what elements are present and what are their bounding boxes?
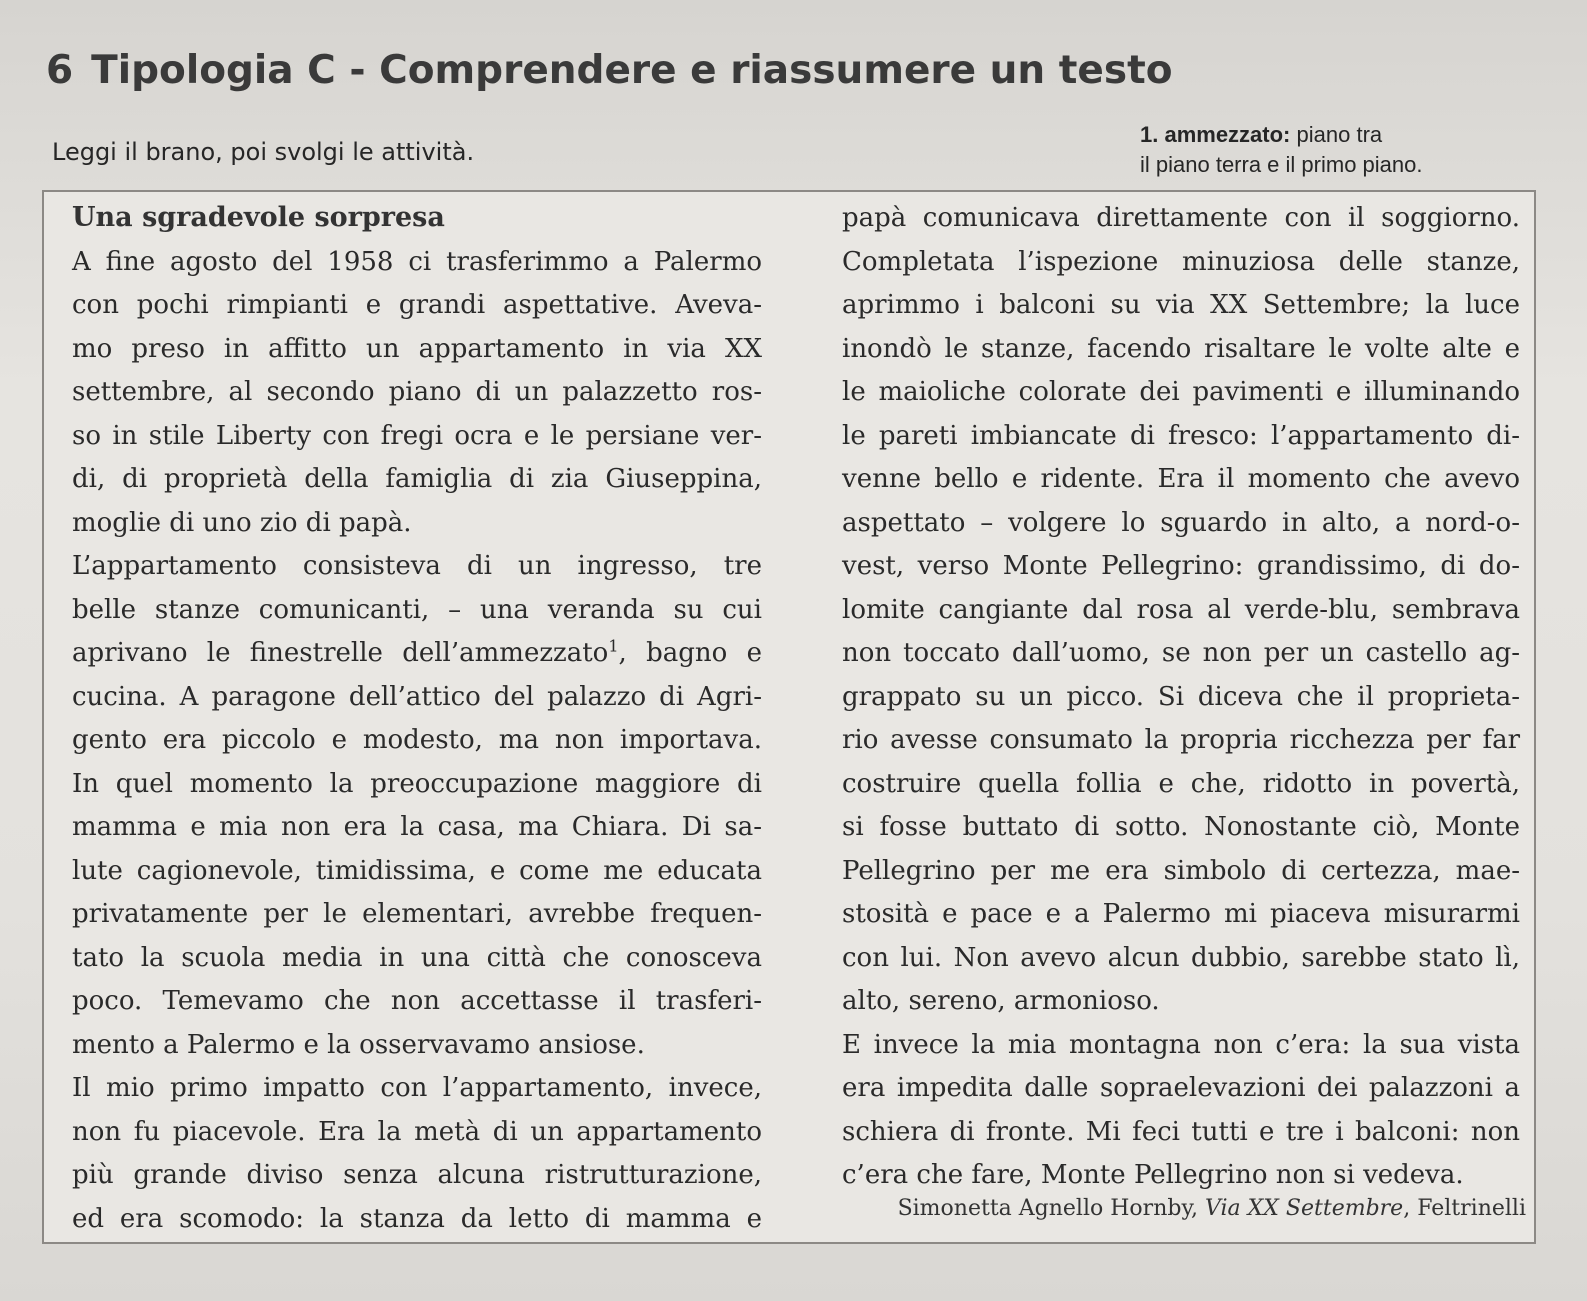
passage-line: era impedita dalle sopraelevazioni dei palazzoni a — [842, 1073, 1520, 1103]
passage-line: cucina. A paragone dell’attico del palazzo di Agri- — [72, 681, 762, 712]
passage-line: Completata l’ispezione minuziosa delle stanze, — [842, 246, 1520, 277]
passage-line: non toccato dall’uomo, se non per un castello ag- — [842, 638, 1520, 668]
passage-line: aspettato – volgere lo sguardo in alto, a nord-o- — [842, 507, 1520, 538]
exercise-number: 6 — [46, 48, 74, 93]
passage-line: A fine agosto del 1958 ci trasferimmo a Palermo — [72, 246, 762, 277]
passage-line: mamma e mia non era la casa, ma Chiara. Di sa- — [72, 812, 762, 842]
footnote-line-2: il piano terra e il primo piano. — [1140, 152, 1423, 177]
passage-line-text: , bagno e — [618, 638, 762, 668]
story-title: Una sgradevole sorpresa — [72, 202, 445, 233]
passage-line: papà comunicava direttamente con il soggiorno. — [842, 203, 1520, 233]
instruction-text: Leggi il brano, poi svolgi le attività. — [52, 138, 475, 166]
passage-line: tato la scuola media in una città che conosceva — [72, 942, 762, 973]
footnote-line-1 — [1140, 120, 1422, 150]
passage-line: belle stanze comunicanti, – una veranda su cui — [72, 594, 762, 625]
passage-line: costruire quella follia e che, ridotto in povertà, — [842, 768, 1520, 799]
passage-line: so in stile Liberty con fregi ocra e le persiane ver- — [72, 420, 762, 451]
passage-line — [72, 633, 762, 673]
passage-line: gento era piccolo e modesto, ma non importava. — [72, 725, 762, 755]
passage-line: settembre, al secondo piano di un palazzetto ros- — [72, 377, 762, 407]
passage-line: In quel momento la preoccupazione maggiore di — [72, 768, 762, 799]
passage-line: più grande diviso senza alcuna ristrutturazione, — [72, 1160, 762, 1190]
footnote-marker: 1 — [608, 636, 619, 656]
passage-line: si fosse buttato di sotto. Nonostante ciò, Monte — [842, 812, 1520, 842]
passage-line: con pochi rimpianti e grandi aspettative. Aveva- — [72, 290, 762, 320]
passage-line: moglie di uno zio di papà. — [72, 507, 412, 538]
passage-line: mo preso in affitto un appartamento in via XX — [72, 333, 762, 364]
passage-line: E invece la mia montagna non c’era: la sua vista — [842, 1029, 1520, 1060]
passage-line: alto, sereno, armonioso. — [842, 986, 1160, 1016]
source-credit — [898, 1196, 1526, 1221]
passage-line: aprimmo i balconi su via XX Settembre; la luce — [842, 290, 1520, 320]
passage-line: venne bello e ridente. Era il momento che avevo — [842, 464, 1520, 494]
passage-line: poco. Temevamo che non accettasse il trasferi- — [72, 986, 762, 1016]
reading-passage-box — [42, 190, 1536, 1244]
passage-line: Pellegrino per me era simbolo di certezza, mae- — [842, 855, 1520, 886]
passage-line: stosità e pace e a Palermo mi piaceva misurarmi — [842, 899, 1520, 929]
passage-line: con lui. Non avevo alcun dubbio, sarebbe stato lì, — [842, 942, 1520, 973]
credit-author: Simonetta Agnello Hornby, — [897, 1196, 1198, 1221]
passage-line: mento a Palermo e la osservavamo ansiose. — [72, 1029, 645, 1060]
passage-line-text: aprivano le finestrelle dell’ammezzato — [72, 638, 609, 668]
exercise-heading: Tipologia C - Comprendere e riassumere un testo — [91, 48, 1173, 93]
passage-line: rio avesse consumato la propria ricchezza per far — [842, 725, 1520, 755]
passage-line: ed era scomodo: la stanza da letto di mamma e — [72, 1203, 762, 1234]
passage-line: Il mio primo impatto con l’appartamento, invece, — [72, 1073, 762, 1103]
passage-line: le pareti imbiancate di fresco: l’appartamento di- — [842, 420, 1520, 451]
passage-line: vest, verso Monte Pellegrino: grandissimo, di do- — [842, 551, 1520, 581]
credit-publisher: , Feltrinelli — [1403, 1196, 1526, 1221]
credit-book-title: Via XX Settembre — [1204, 1196, 1404, 1221]
passage-line: di, di proprietà della famiglia di zia Giuseppina, — [72, 464, 762, 494]
passage-line: le maioliche colorate dei pavimenti e illuminando — [842, 377, 1520, 407]
passage-line: c’era che fare, Monte Pellegrino non si vedeva. — [842, 1160, 1464, 1190]
exercise-title — [46, 48, 1173, 93]
footnote-term: 1. ammezzato: — [1140, 122, 1291, 147]
passage-line: lute cagionevole, timidissima, e come me educata — [72, 855, 762, 886]
footnote — [1140, 120, 1422, 180]
passage-line: lomite cangiante dal rosa al verde-blu, sembrava — [842, 594, 1520, 625]
footnote-definition-start: piano tra — [1296, 122, 1383, 147]
passage-line: L’appartamento consisteva di un ingresso, tre — [72, 551, 762, 581]
passage-line: inondò le stanze, facendo risaltare le volte alte e — [842, 333, 1520, 364]
passage-line: schiera di fronte. Mi feci tutti e tre i balconi: non — [842, 1116, 1520, 1147]
passage-line: grappato su un picco. Si diceva che il proprieta- — [842, 681, 1520, 712]
passage-line: privatamente per le elementari, avrebbe frequen- — [72, 899, 762, 929]
passage-line: non fu piacevole. Era la metà di un appartamento — [72, 1116, 762, 1147]
